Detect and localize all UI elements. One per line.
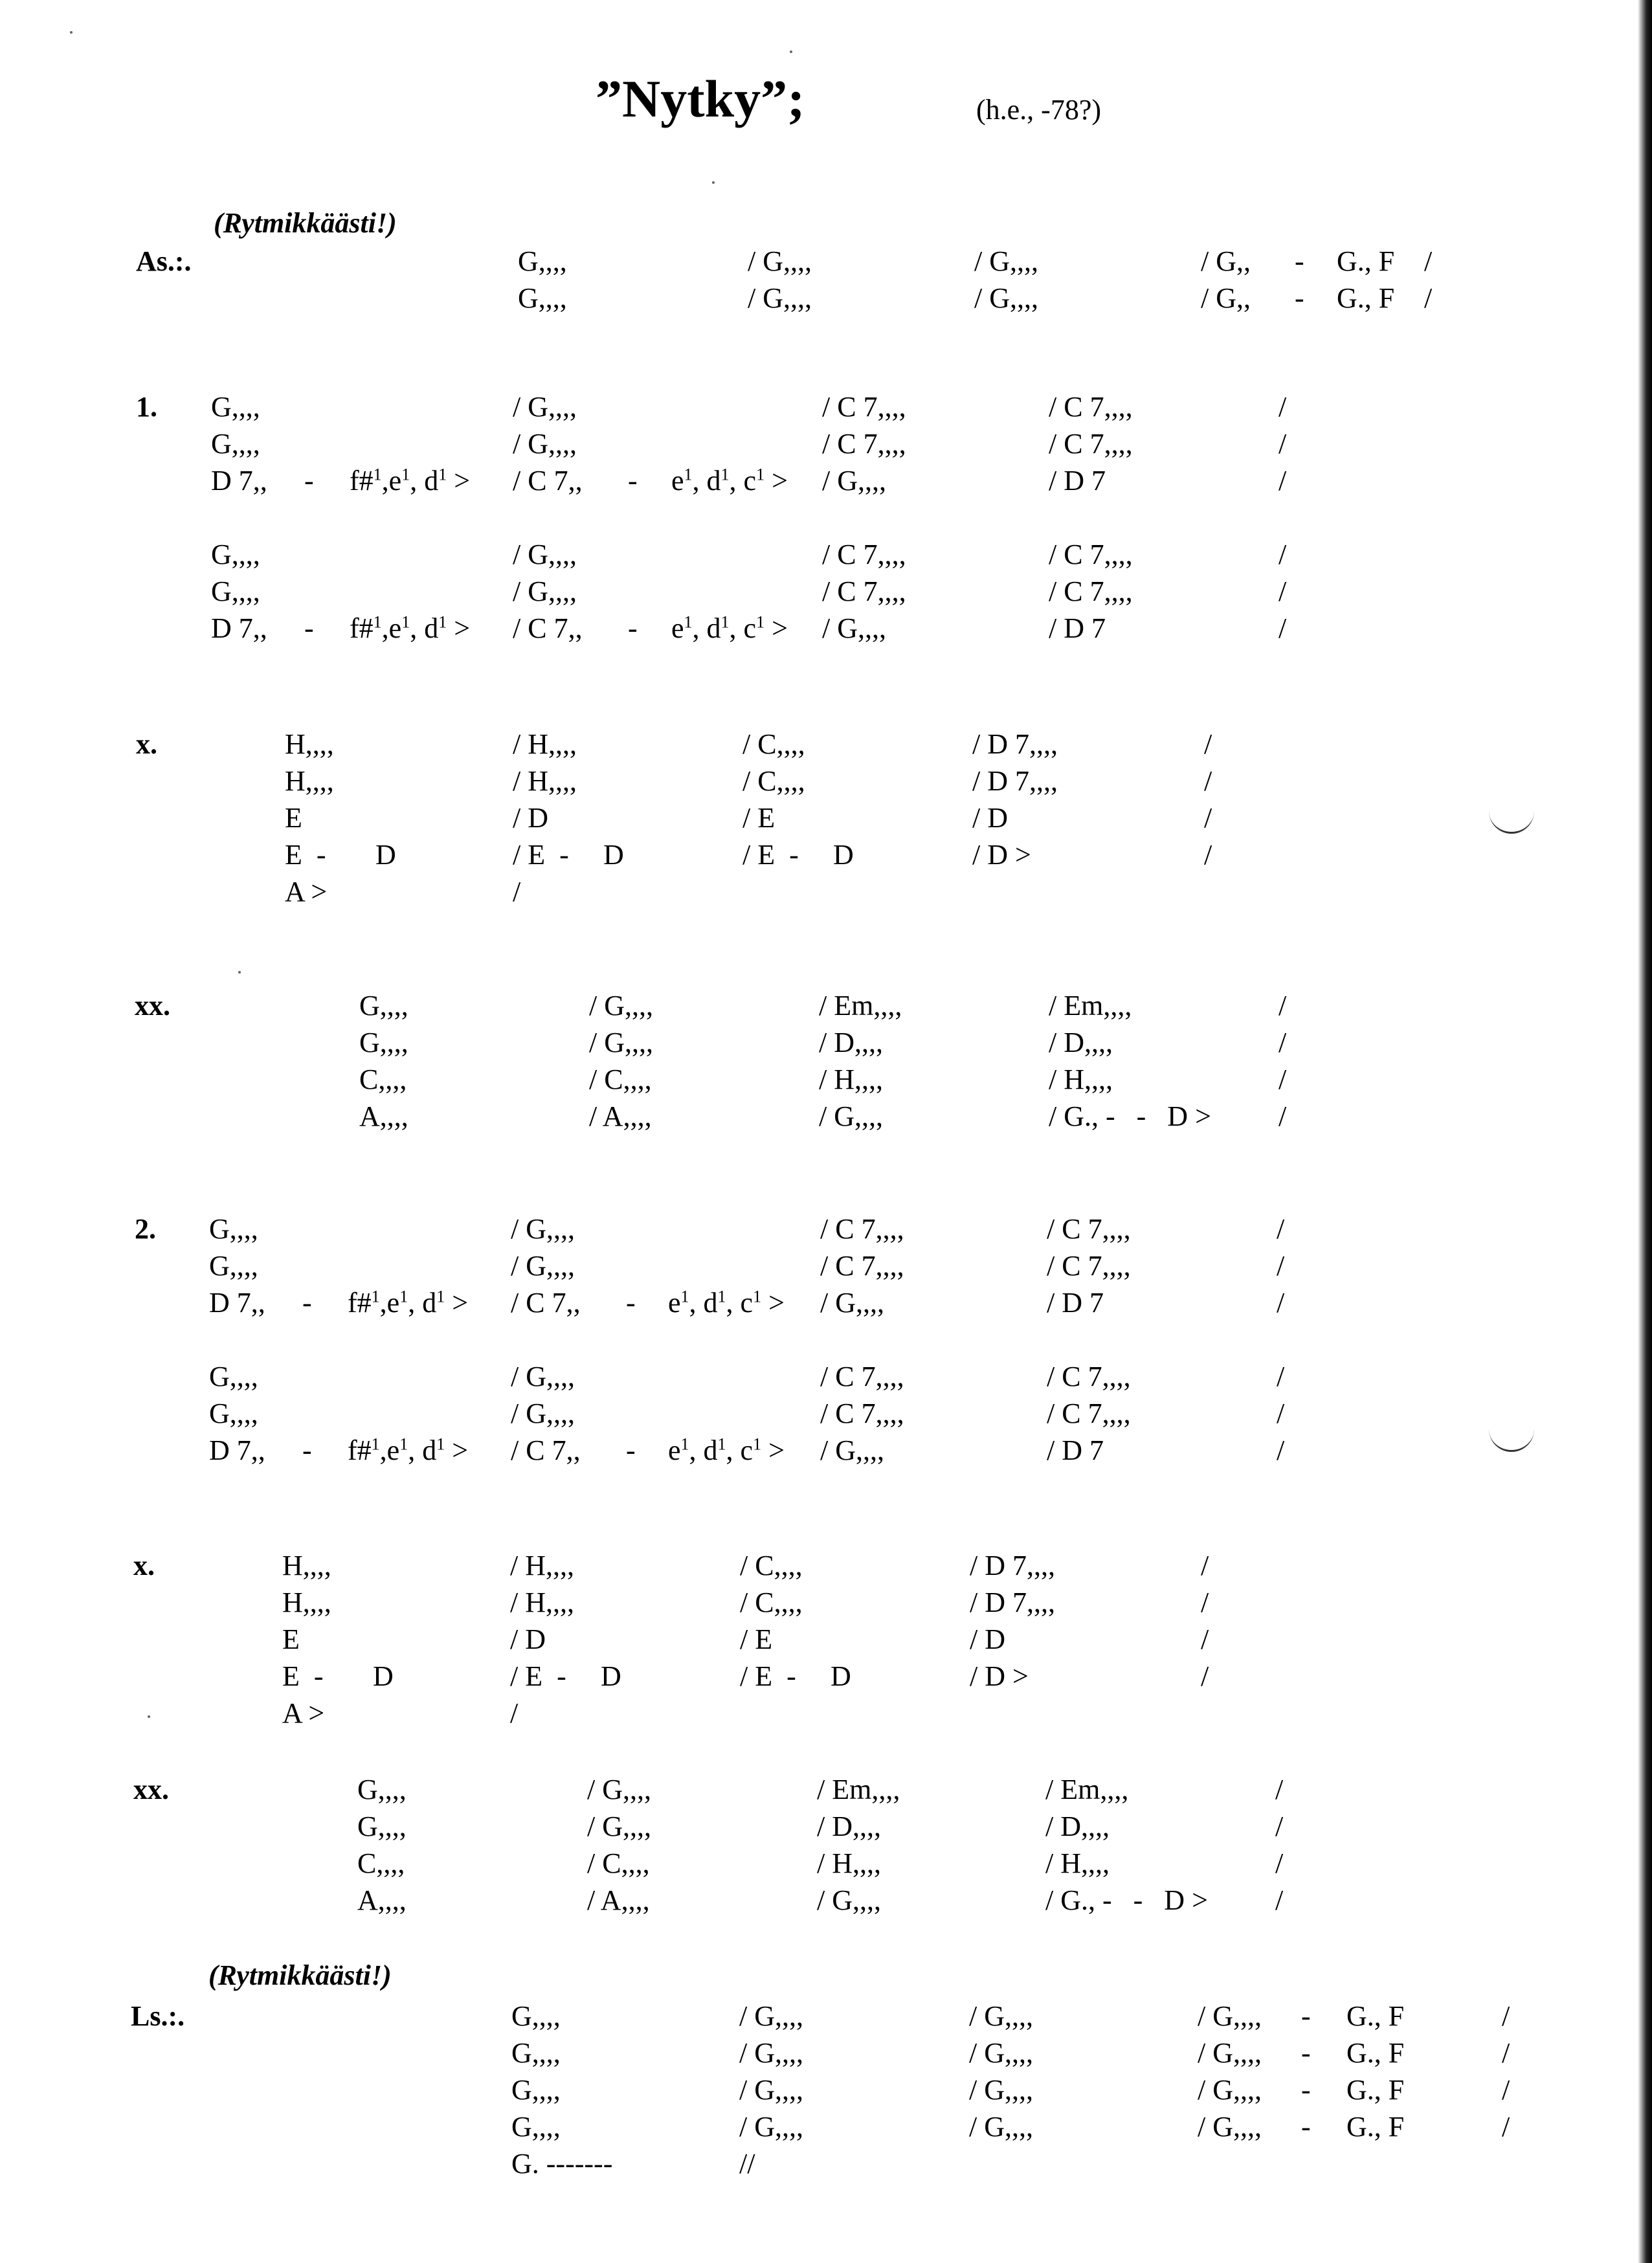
chord-cell: $e^1$, $d^1$, $c^1$ > [671, 465, 788, 496]
chord-cell: / E - [513, 839, 569, 871]
chord-cell: / G,,,, [513, 539, 577, 570]
chord-cell: H,,,, [285, 765, 334, 797]
chord-cell: G,,,, [211, 575, 260, 607]
chord-cell: / G,,,, [817, 1884, 881, 1916]
scan-speck [712, 181, 715, 184]
chord-cell: / G,,,, [969, 2111, 1033, 2143]
chord-cell: / C 7,,,, [1049, 539, 1133, 570]
chord-cell: / D,,,, [819, 1027, 883, 1058]
chord-cell: G,,,, [211, 428, 260, 460]
chord-cell: - [628, 465, 638, 496]
chord-cell: E - [285, 839, 326, 871]
chord-cell: / C 7,,,, [1047, 1398, 1131, 1429]
chord-cell: / [1277, 1434, 1285, 1466]
chord-cell: / H,,,, [510, 1550, 574, 1581]
scan-speck [70, 31, 73, 34]
chord-cell: / G,,,, [1198, 2074, 1262, 2106]
chord-cell: / G,,,, [1198, 2037, 1262, 2069]
chord-cell: / H,,,, [513, 765, 577, 797]
chord-cell: $e^1$, $d^1$, $c^1$ > [668, 1434, 785, 1466]
chord-cell: / D [970, 1623, 1005, 1655]
chord-cell: - [302, 1287, 312, 1319]
chord-cell: / [1201, 1660, 1209, 1692]
chord-cell: / C 7,,,, [1047, 1250, 1131, 1282]
chord-cell: / C 7,,,, [1049, 428, 1133, 460]
chord-cell: E - [282, 1660, 324, 1692]
chord-cell: G,,,, [511, 2000, 561, 2032]
chord-cell: G., F [1337, 245, 1395, 277]
chord-cell: - [626, 1287, 636, 1319]
chord-cell: C,,,, [359, 1064, 407, 1095]
chord-cell: G,,,, [209, 1250, 258, 1282]
chord-cell: D 7,, [209, 1434, 265, 1466]
chord-cell: G., F [1346, 2111, 1405, 2143]
chord-cell: D [603, 839, 624, 871]
chord-cell: / [1502, 2111, 1510, 2143]
chord-cell: G,,,, [209, 1213, 258, 1245]
chord-cell: / D,,,, [1049, 1027, 1113, 1058]
chord-cell: E [282, 1623, 300, 1655]
chord-cell: / Em,,,, [817, 1774, 900, 1805]
chord-cell: / D 7,,,, [970, 1587, 1055, 1618]
chord-cell: / C 7,,,, [820, 1361, 904, 1392]
section-label: 1. [136, 391, 157, 423]
chord-cell: $f\#^1,e^1$, $d^1$ > [348, 1434, 469, 1466]
chord-cell: / [513, 876, 521, 908]
chord-cell: / E - [740, 1660, 796, 1692]
chord-cell: / E - [742, 839, 799, 871]
chord-cell: / D > [972, 839, 1031, 871]
chord-cell: / C 7,,,, [820, 1213, 904, 1245]
chord-cell: / [1278, 391, 1287, 423]
chord-cell: / D 7 [1047, 1434, 1104, 1466]
chord-cell: / G,,,, [511, 1398, 575, 1429]
chord-cell: / G,,,, [974, 245, 1038, 277]
chord-cell: / H,,,, [1049, 1064, 1113, 1095]
chord-cell: G,,,, [209, 1361, 258, 1392]
chord-cell: G,,,, [511, 2074, 561, 2106]
chord-cell: / [1502, 2037, 1510, 2069]
chord-cell: D 7,, [211, 612, 267, 644]
chord-cell: / G,,,, [511, 1361, 575, 1392]
chord-cell: $f\#^1,e^1$, $d^1$ > [350, 612, 471, 644]
chord-cell: / G,,,, [748, 245, 812, 277]
chord-cell: - [1295, 282, 1304, 314]
scan-speck [790, 50, 792, 53]
chord-cell: / [1201, 1623, 1209, 1655]
chord-cell: / [1278, 1100, 1287, 1132]
chord-cell: / H,,,, [510, 1587, 574, 1618]
chord-cell: / G,,,, [820, 1287, 884, 1319]
chord-cell: / D,,,, [817, 1811, 881, 1842]
chord-cell: / G,,,, [739, 2037, 803, 2069]
chord-cell: G,,,, [511, 2037, 561, 2069]
chord-cell: / G,,,, [511, 1213, 575, 1245]
section-label: As.:. [136, 245, 192, 277]
chord-cell: G,,,, [209, 1398, 258, 1429]
chord-cell: / [1278, 539, 1287, 570]
chord-cell: / C 7,,,, [1047, 1361, 1131, 1392]
chord-cell: / G,,,, [969, 2037, 1033, 2069]
chord-cell: G,,,, [211, 539, 260, 570]
chord-cell: / [1204, 802, 1212, 834]
chord-cell: G., F [1346, 2000, 1405, 2032]
chord-cell: / G,,,, [974, 282, 1038, 314]
chord-cell: / G,,,, [739, 2074, 803, 2106]
chord-cell: G., F [1337, 282, 1395, 314]
chord-cell: / G,,,, [739, 2000, 803, 2032]
section-label: Ls.:. [131, 2000, 185, 2032]
chord-cell: / G,,,, [739, 2111, 803, 2143]
tempo-note: (Rytmikkäästi!) [208, 1959, 392, 1991]
chord-cell: / G,,,, [589, 990, 653, 1021]
chord-cell: / Em,,,, [1045, 1774, 1129, 1805]
chord-cell: - [628, 612, 638, 644]
chord-cell: / C,,,, [742, 765, 805, 797]
chord-cell: G,,,, [357, 1811, 407, 1842]
chord-cell: / D 7,,,, [970, 1550, 1055, 1581]
chord-cell: G., F [1346, 2074, 1405, 2106]
chord-cell: / [1277, 1361, 1285, 1392]
chord-cell: / C 7,, [513, 465, 583, 496]
section-label: xx. [133, 1774, 169, 1805]
chord-cell: A,,,, [357, 1884, 407, 1916]
chord-cell: / [1275, 1811, 1284, 1842]
chord-cell: / D [510, 1623, 546, 1655]
chord-cell: / Em,,,, [1049, 990, 1132, 1021]
chord-cell: $e^1$, $d^1$, $c^1$ > [668, 1287, 785, 1319]
chord-cell: / [1275, 1774, 1284, 1805]
chord-cell: / D,,,, [1045, 1811, 1110, 1842]
song-subtitle: (h.e., -78?) [976, 94, 1102, 126]
chord-cell: / G., - - D > [1045, 1884, 1208, 1916]
chord-cell: G,,,, [211, 391, 260, 423]
chord-cell: / [1275, 1884, 1284, 1916]
chord-cell: / C 7,,,, [822, 575, 906, 607]
chord-cell: / [1278, 990, 1287, 1021]
chord-cell: / [1278, 575, 1287, 607]
chord-cell: / H,,,, [1045, 1847, 1110, 1879]
scan-page-edge [1638, 0, 1652, 2263]
chord-cell: / H,,,, [817, 1847, 881, 1879]
chord-cell: / [1204, 765, 1212, 797]
chord-cell: D 7,, [209, 1287, 265, 1319]
chord-cell: / D 7,,,, [972, 765, 1058, 797]
chord-cell: / [1278, 428, 1287, 460]
chord-cell: - [304, 465, 314, 496]
chord-cell: / [1278, 1027, 1287, 1058]
chord-cell: / G,,,, [513, 428, 577, 460]
chord-cell: / C 7,,,, [820, 1250, 904, 1282]
chord-cell: / Em,,,, [819, 990, 902, 1021]
chord-cell: / [1204, 839, 1212, 871]
chord-cell: / [510, 1697, 519, 1729]
chord-cell: / G,, [1201, 245, 1251, 277]
chord-cell: - [1301, 2111, 1311, 2143]
chord-cell: / [1278, 1064, 1287, 1095]
chord-cell: G., F [1346, 2037, 1405, 2069]
chord-cell: / G,, [1201, 282, 1251, 314]
chord-cell: / E - [510, 1660, 566, 1692]
tempo-note: (Rytmikkäästi!) [214, 207, 397, 239]
chord-cell: / [1278, 465, 1287, 496]
chord-cell: / G,,,, [969, 2000, 1033, 2032]
chord-cell: H,,,, [282, 1550, 331, 1581]
song-title: ”Nytky”; [596, 69, 805, 128]
section-label: xx. [135, 990, 170, 1021]
chord-cell: / G,,,, [822, 465, 886, 496]
chord-cell: / D 7,,,, [972, 728, 1058, 760]
chord-cell: / D 7 [1047, 1287, 1104, 1319]
chord-cell: - [304, 612, 314, 644]
chord-cell: / [1278, 612, 1287, 644]
chord-cell: / G,,,, [822, 612, 886, 644]
chord-cell: / C 7,,,, [822, 391, 906, 423]
chord-cell: / [1275, 1847, 1284, 1879]
chord-cell: / D [972, 802, 1008, 834]
chord-cell: / [1277, 1287, 1285, 1319]
chord-cell: / G,,,, [1198, 2000, 1262, 2032]
punch-hole-mark [1489, 1424, 1534, 1452]
chord-cell: / G,,,, [819, 1100, 883, 1132]
chord-cell: / C 7,, [513, 612, 583, 644]
chord-cell: C,,,, [357, 1847, 405, 1879]
chord-cell: D [375, 839, 396, 871]
chord-cell: $f\#^1,e^1$, $d^1$ > [348, 1287, 469, 1319]
chord-cell: / E [742, 802, 776, 834]
chord-cell: / D > [970, 1660, 1029, 1692]
chord-cell: / D 7 [1049, 465, 1106, 496]
chord-cell: - [302, 1434, 312, 1466]
chord-cell: / C,,,, [587, 1847, 650, 1879]
chord-cell: H,,,, [285, 728, 334, 760]
chord-cell: D [601, 1660, 621, 1692]
chord-cell: D [833, 839, 854, 871]
chord-cell: / G,,,, [513, 575, 577, 607]
chord-cell: / [1502, 2074, 1510, 2106]
chord-cell: / C,,,, [740, 1587, 803, 1618]
chord-cell: / C 7,, [511, 1287, 581, 1319]
chord-cell: / C 7,,,, [1047, 1213, 1131, 1245]
chord-cell: $e^1$, $d^1$, $c^1$ > [671, 612, 788, 644]
section-label: 2. [135, 1213, 156, 1245]
chord-cell: - [1295, 245, 1304, 277]
chord-cell: / [1201, 1587, 1209, 1618]
chord-cell: / E [740, 1623, 773, 1655]
chord-cell: / G,,,, [513, 391, 577, 423]
chord-cell: / G,,,, [820, 1434, 884, 1466]
chord-cell: / H,,,, [819, 1064, 883, 1095]
chord-cell: A > [285, 876, 328, 908]
chord-cell: / D 7 [1049, 612, 1106, 644]
chord-cell: / G,,,, [587, 1774, 651, 1805]
chord-cell: / G,,,, [589, 1027, 653, 1058]
chord-cell: H,,,, [282, 1587, 331, 1618]
chord-cell: / C 7,,,, [820, 1398, 904, 1429]
punch-hole-mark [1489, 806, 1534, 834]
chord-cell: / [1277, 1250, 1285, 1282]
chord-cell: / C 7,,,, [822, 539, 906, 570]
chord-cell: / [1277, 1213, 1285, 1245]
chord-cell: / G,,,, [1198, 2111, 1262, 2143]
scan-speck [148, 1715, 150, 1718]
chord-cell: / A,,,, [589, 1100, 652, 1132]
chord-cell: $f\#^1,e^1$, $d^1$ > [350, 465, 471, 496]
chord-cell: G,,,, [518, 282, 567, 314]
chord-cell: / [1424, 282, 1433, 314]
chord-cell: / [1201, 1550, 1209, 1581]
chord-cell: / G., - - D > [1049, 1100, 1211, 1132]
chord-cell: / C,,,, [589, 1064, 652, 1095]
chord-cell: - [1301, 2037, 1311, 2069]
chord-cell: E [285, 802, 302, 834]
chord-cell: - [1301, 2074, 1311, 2106]
chord-cell: / D [513, 802, 548, 834]
chord-cell: / G,,,, [969, 2074, 1033, 2106]
chord-cell: / [1204, 728, 1212, 760]
section-label: x. [136, 728, 157, 760]
chord-cell: / A,,,, [587, 1884, 650, 1916]
chord-cell: / C,,,, [742, 728, 805, 760]
chord-cell: - [1301, 2000, 1311, 2032]
chord-cell: G,,,, [511, 2111, 561, 2143]
chord-cell: // [739, 2148, 755, 2179]
chord-cell: / H,,,, [513, 728, 577, 760]
section-label: x. [133, 1550, 155, 1581]
chord-cell: D [373, 1660, 394, 1692]
chord-cell: A > [282, 1697, 325, 1729]
chord-cell: / [1502, 2000, 1510, 2032]
chord-cell: / C 7,, [511, 1434, 581, 1466]
chord-cell: G,,,, [359, 990, 408, 1021]
chord-cell: / C 7,,,, [1049, 575, 1133, 607]
chord-cell: D 7,, [211, 465, 267, 496]
chord-cell: / C,,,, [740, 1550, 803, 1581]
chord-cell: - [626, 1434, 636, 1466]
chord-cell: G. ------- [511, 2148, 613, 2179]
chord-cell: D [831, 1660, 851, 1692]
chord-cell: G,,,, [357, 1774, 407, 1805]
chord-cell: / C 7,,,, [1049, 391, 1133, 423]
chord-cell: G,,,, [518, 245, 567, 277]
chord-cell: A,,,, [359, 1100, 408, 1132]
chord-cell: G,,,, [359, 1027, 408, 1058]
scan-speck [238, 971, 241, 974]
chord-cell: / G,,,, [748, 282, 812, 314]
chord-cell: / G,,,, [587, 1811, 651, 1842]
chord-cell: / G,,,, [511, 1250, 575, 1282]
chord-cell: / [1277, 1398, 1285, 1429]
chord-cell: / C 7,,,, [822, 428, 906, 460]
chord-cell: / [1424, 245, 1433, 277]
